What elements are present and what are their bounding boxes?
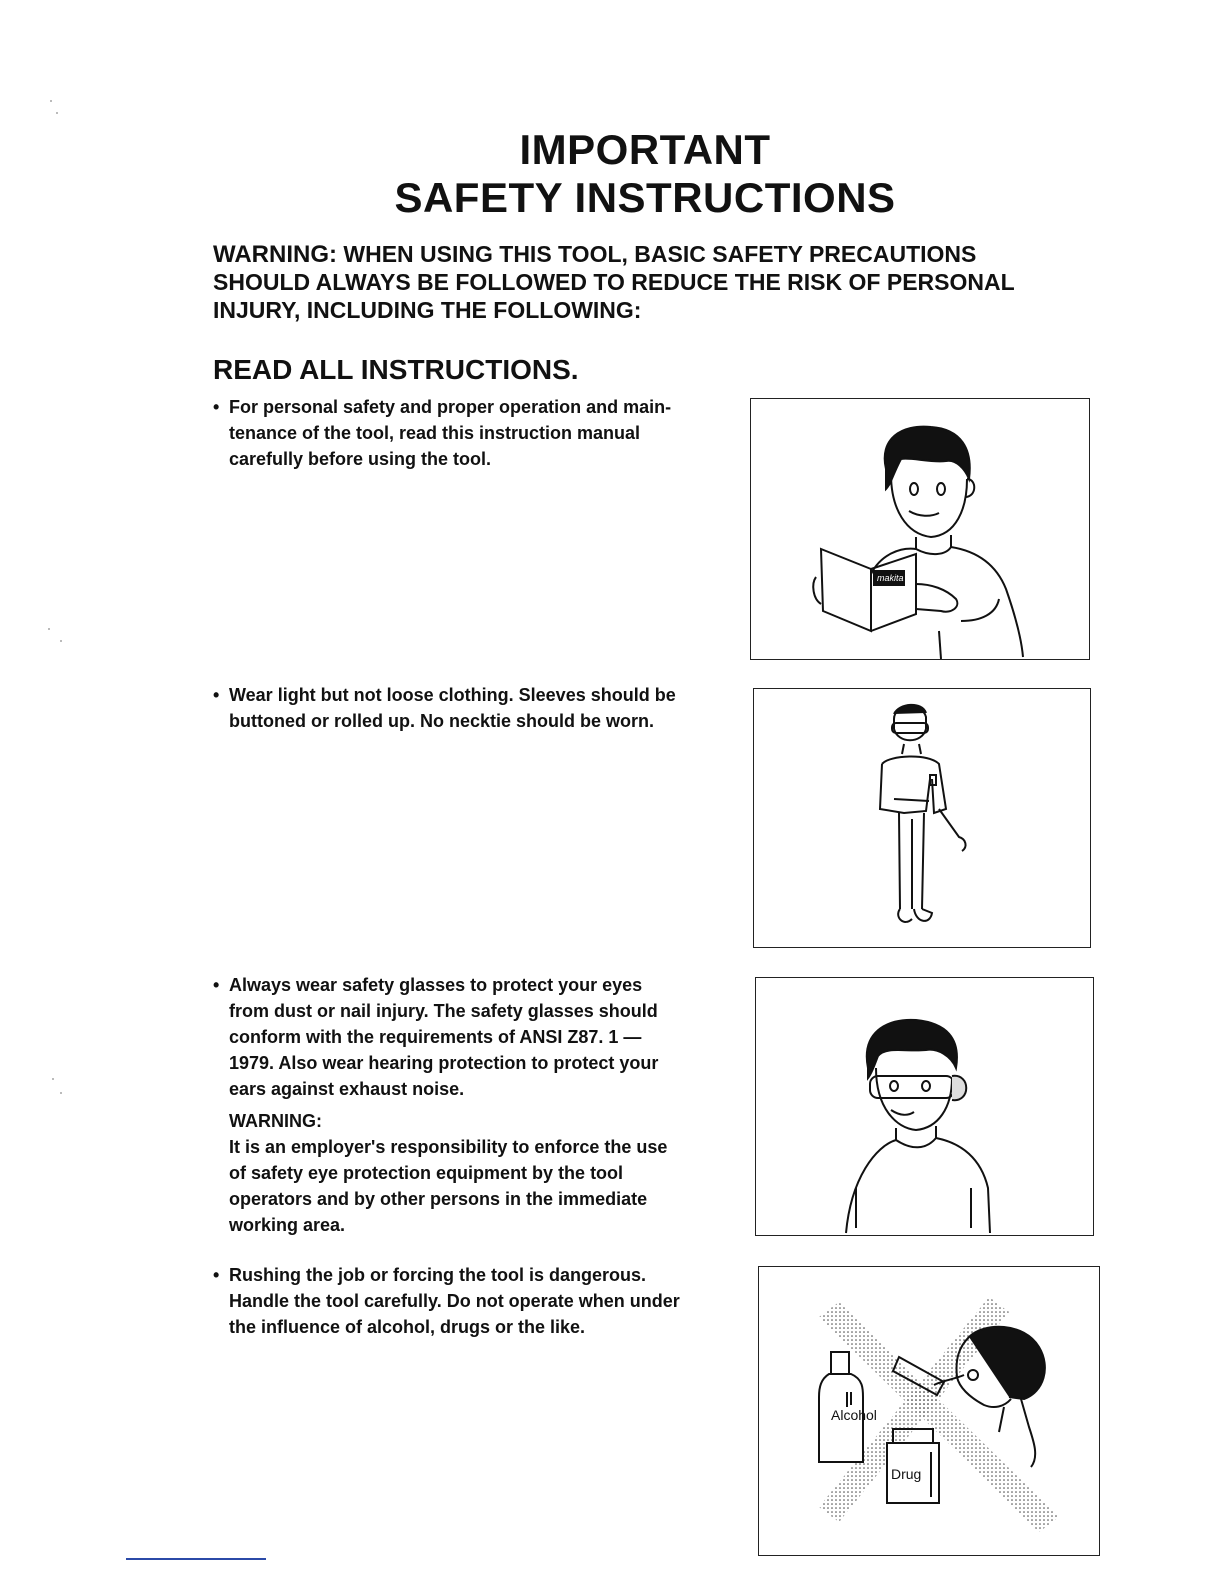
scan-speck <box>60 1092 62 1094</box>
illustration-reading-manual <box>750 398 1090 660</box>
item-3-note-line-2: of safety eye protection equipment by the tool <box>229 1163 624 1183</box>
warning-label: WARNING: <box>213 241 337 268</box>
title-line-1: IMPORTANT <box>519 126 771 173</box>
illustration-proper-clothing <box>753 688 1091 948</box>
item-4-line-1: Rushing the job or forcing the tool is dangerous. <box>229 1265 646 1285</box>
reading-person-icon <box>751 399 1089 659</box>
book-brand-label: makita <box>877 573 904 583</box>
item-3-note-line-4: working area. <box>229 1215 346 1235</box>
read-all-heading: READ ALL INSTRUCTIONS. <box>213 354 579 385</box>
item-2-line-1: Wear light but not loose clothing. Sleeves should be <box>229 685 676 705</box>
item-2-line-2: buttoned or rolled up. No necktie should be worn. <box>229 711 655 731</box>
title-line-2: SAFETY INSTRUCTIONS <box>394 174 896 221</box>
goggles-person-icon <box>756 978 1093 1235</box>
scan-edge-line <box>126 1558 266 1560</box>
alcohol-drugs-crossed-icon <box>759 1267 1099 1555</box>
instruction-item-3 <box>213 972 725 1238</box>
scan-speck <box>48 628 50 630</box>
bullet-icon: • <box>213 397 220 417</box>
warning-line-3: INJURY, INCLUDING THE FOLLOWING: <box>213 297 642 323</box>
warning-line-1 <box>213 240 1093 269</box>
scan-speck <box>56 112 58 114</box>
bullet-icon: • <box>213 975 220 995</box>
item-4-line-3: the influence of alcohol, drugs or the like. <box>229 1317 586 1337</box>
item-1-line-3: carefully before using the tool. <box>229 449 492 469</box>
alcohol-label: Alcohol <box>831 1407 877 1423</box>
illustration-no-alcohol-drugs <box>758 1266 1100 1556</box>
scan-speck <box>60 640 62 642</box>
warning-line-2: SHOULD ALWAYS BE FOLLOWED TO REDUCE THE RISK OF PERSONAL <box>213 269 1015 295</box>
item-1-line-2: tenance of the tool, read this instruction manual <box>229 423 641 443</box>
instruction-item-4 <box>213 1262 725 1340</box>
item-3-line-1: Always wear safety glasses to protect your eyes <box>229 975 643 995</box>
item-3-line-5: ears against exhaust noise. <box>229 1079 465 1099</box>
standing-person-icon <box>754 689 1090 947</box>
instruction-item-2 <box>213 682 723 734</box>
illustration-eye-ear-protection <box>755 977 1094 1236</box>
item-3-line-2: from dust or nail injury. The safety glasses should <box>229 1001 658 1021</box>
item-3-note-line-3: operators and by other persons in the immediate <box>229 1189 648 1209</box>
scan-speck <box>52 1078 54 1080</box>
warning-text-1: WHEN USING THIS TOOL, BASIC SAFETY PRECAUTIONS <box>343 241 977 267</box>
item-3-line-4: 1979. Also wear hearing protection to protect your <box>229 1053 659 1073</box>
item-3-line-3: conform with the requirements of ANSI Z87. 1 — <box>229 1027 642 1047</box>
item-3-note-line-1: It is an employer's responsibility to enforce the use <box>229 1137 668 1157</box>
bullet-icon: • <box>213 685 220 705</box>
scan-speck <box>50 100 52 102</box>
item-3-warning-label: WARNING: <box>229 1111 322 1131</box>
drug-label: Drug <box>891 1466 922 1482</box>
instruction-item-1 <box>213 394 723 472</box>
item-4-line-2: Handle the tool carefully. Do not operate when under <box>229 1291 680 1311</box>
item-1-line-1: For personal safety and proper operation and main- <box>229 397 672 417</box>
bullet-icon: • <box>213 1265 220 1285</box>
